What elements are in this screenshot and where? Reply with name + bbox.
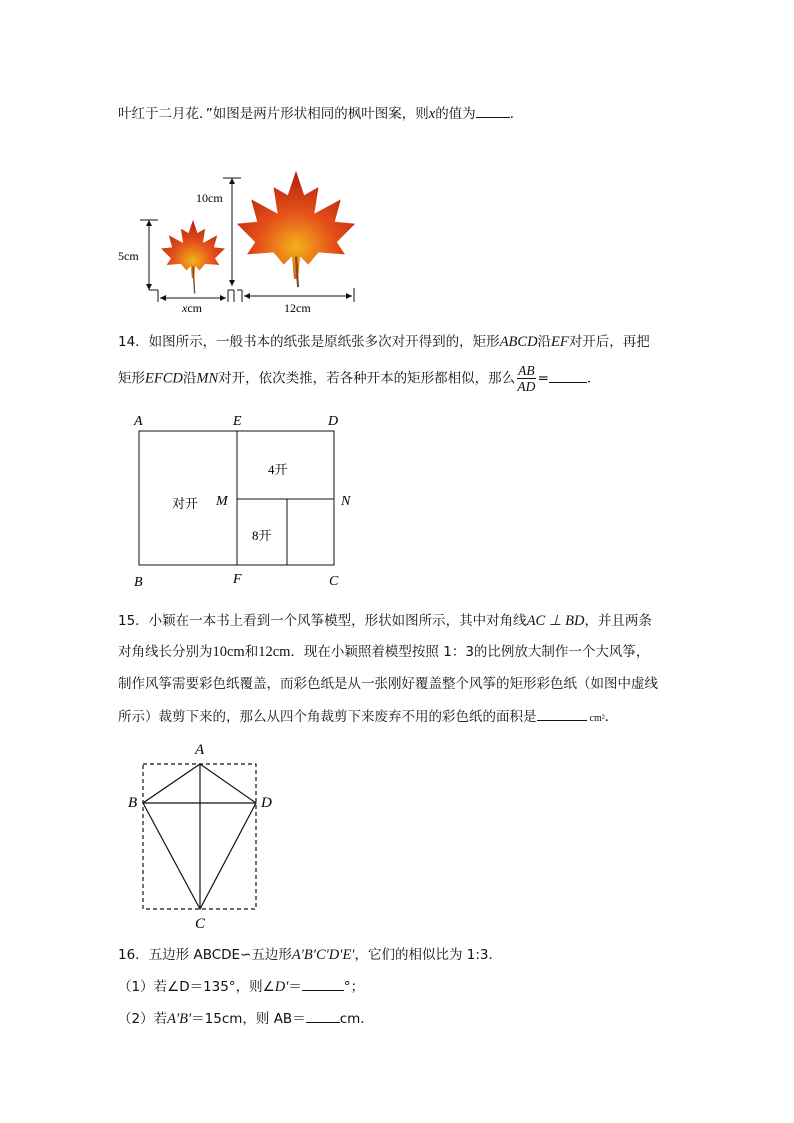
label-5cm: 5cm: [118, 249, 139, 263]
paper-folding-figure: [126, 408, 362, 590]
q14-text-d: 矩形: [118, 370, 145, 387]
q15-text-end: ．: [604, 709, 619, 725]
point-m-label: M: [216, 494, 228, 509]
kite-a-label: A: [195, 742, 205, 758]
q16-p2-answer-blank[interactable]: [306, 1008, 340, 1023]
q13-var-x: x: [428, 106, 436, 122]
point-e-label: E: [233, 414, 242, 429]
q13-text-a: 叶红于二月花．”如图是两片形状相同的枫叶图案，则: [118, 106, 429, 122]
kai8-label: 8开: [252, 528, 272, 543]
point-c-label: C: [329, 574, 339, 589]
q15-len1: 10cm: [212, 644, 245, 660]
q16-prime-polygon: A′B′C′D′E′: [291, 947, 355, 963]
label-xcm: xcm: [182, 301, 202, 314]
kite-c-label: C: [195, 916, 206, 932]
small-maple-leaf: [161, 220, 225, 294]
q14-ef: EF: [551, 334, 569, 350]
q14-equals: =: [537, 370, 549, 387]
q16-p2-text-c: cm．: [339, 1011, 374, 1027]
fraction-numerator: AB: [518, 363, 535, 378]
q14-efcd: EFCD: [145, 370, 183, 387]
q15-text-d: 和: [244, 644, 259, 660]
kai4-label: 4开: [268, 462, 288, 477]
q16-part-2: [118, 1008, 374, 1029]
maple-leaf-figure: [110, 168, 370, 314]
q16-p1-text-b: ＝: [288, 979, 302, 995]
point-d-label: D: [328, 414, 339, 429]
q15-text-b: ，并且两条: [584, 613, 652, 629]
kite-figure: [118, 738, 284, 934]
ab-over-ad-fraction: [517, 363, 536, 394]
q13-text-end: ．: [509, 106, 524, 122]
point-b-label: B: [134, 575, 143, 590]
q15-answer-blank[interactable]: [537, 706, 587, 721]
q14-text-c: 对开后，再把: [568, 334, 650, 350]
q15-text-e: ．现在小颖照着模型按照 1：3的比例放大制作一个大风筝，: [290, 644, 650, 660]
q14-abcd: ABCD: [499, 334, 538, 350]
q15-text-g: 所示）裁剪下来的，那么从四个角裁剪下来废弃不用的彩色纸的面积是: [118, 709, 537, 725]
fraction-denominator: AD: [517, 379, 536, 394]
big-maple-leaf: [237, 171, 355, 287]
duikai-label: 对开: [172, 496, 199, 511]
label-12cm: 12cm: [284, 301, 311, 314]
q14-line-2: [118, 363, 600, 394]
q16-p1-answer-blank[interactable]: [302, 976, 344, 991]
q16-p1-text-c: °；: [343, 979, 365, 995]
q16-p2-text-a: （2）若: [118, 1011, 168, 1027]
q13-line: [118, 103, 523, 124]
q15-line-3: [118, 674, 658, 694]
label-10cm: 10cm: [196, 191, 223, 205]
kite-b-label: B: [128, 795, 138, 811]
q15-len2: 12cm: [258, 644, 291, 660]
q15-line-4: [118, 706, 618, 729]
q14-text-f: 对开，依次类推，若各种开本的矩形都相似，那么: [218, 370, 516, 387]
q16-text-a: 16．五边形 ABCDE∽五边形: [118, 947, 292, 963]
q13-text-b: 的值为: [435, 106, 476, 122]
q16-text-b: ，它们的相似比为 1:3．: [354, 947, 503, 963]
q16-d-prime: D′: [274, 979, 289, 995]
q14-text-end: ．: [586, 370, 601, 387]
q14-answer-blank[interactable]: [549, 368, 587, 383]
q15-text-f: 制作风筝需要彩色纸覆盖，而彩色纸是从一张刚好覆盖整个风筝的矩形彩色纸（如图中虚线: [118, 676, 658, 692]
q15-line-1: [118, 611, 652, 631]
q16-p2-text-b: ＝15cm，则 AB＝: [191, 1011, 306, 1027]
kite-d-label: D: [261, 795, 272, 811]
q14-line-1: [118, 332, 650, 352]
q16-line-1: [118, 945, 502, 965]
point-a-label: A: [134, 414, 143, 429]
q14-mn: MN: [196, 370, 219, 387]
q16-part-1: [118, 976, 364, 997]
q16-p1-text-a: （1）若∠D＝135°，则∠: [118, 979, 275, 995]
q15-unit: cm²: [589, 713, 605, 724]
point-f-label: F: [233, 572, 242, 587]
q15-ac-perp-bd: AC ⊥ BD: [526, 613, 585, 629]
point-n-label: N: [341, 494, 351, 509]
q16-a-prime-b-prime: A′B′: [167, 1011, 192, 1027]
q15-line-2: [118, 642, 649, 662]
q15-text-c: 对角线长分别为: [118, 644, 213, 660]
q13-answer-blank[interactable]: [476, 103, 510, 118]
q14-text-a: 14．如图所示，一般书本的纸张是原纸张多次对开得到的，矩形: [118, 334, 500, 350]
q14-text-e: 沿: [182, 370, 197, 387]
q15-text-a: 15．小颖在一本书上看到一个风筝模型，形状如图所示，其中对角线: [118, 613, 527, 629]
q14-text-b: 沿: [537, 334, 552, 350]
